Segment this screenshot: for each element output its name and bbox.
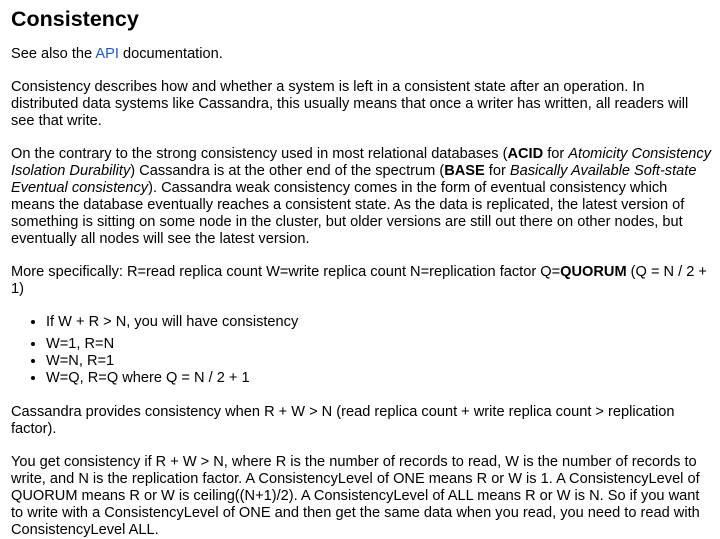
base-for-text: for xyxy=(484,163,510,179)
base-expansion: Basically Available Soft-state Eventual consistency xyxy=(11,163,697,196)
acid-base-paragraph xyxy=(11,146,712,248)
acid-expansion: Atomicity Consistency Isolation Durability xyxy=(11,146,712,179)
list-item: • W=1, R=N xyxy=(46,336,712,353)
eventual-consistency-text: ). Cassandra weak consistency comes in the form of eventual consistency which means the database eventually reaches a consistent state. As the data is replicated, the latest version of something is sitting on some node in the cluster, but older versions are still out there on other nodes, but eventually all nodes will see the latest version. xyxy=(11,180,685,247)
quorum-formula: (Q = N / 2 + 1) xyxy=(11,264,707,297)
consistency-definition-paragraph: Consistency describes how and whether a system is left in a consistent state after an operation. In distributed data systems like Cassandra, this usually means that once a writer has written, all readers will see that write. xyxy=(11,79,689,129)
list-item: • W=Q, R=Q where Q = N / 2 + 1 xyxy=(46,370,712,387)
acid-term: ACID xyxy=(507,146,544,162)
specifics-text: More specifically: R=read replica count W=write replica count N=replication factor Q= xyxy=(11,264,561,280)
see-also-suffix: documentation. xyxy=(118,46,223,62)
specifics-paragraph xyxy=(11,264,712,298)
see-also-prefix: See also the xyxy=(11,46,96,62)
base-intro-text: ) Cassandra is at the other end of the spectrum ( xyxy=(130,163,445,179)
quorum-term: QUORUM xyxy=(560,264,627,280)
see-also-paragraph xyxy=(11,46,712,63)
list-item: • If W + R > N, you will have consistency xyxy=(46,314,712,331)
acid-for-text: for xyxy=(543,146,569,162)
api-link[interactable]: API xyxy=(95,46,119,62)
acid-intro-text: On the contrary to the strong consistency used in most relational databases ( xyxy=(11,146,508,162)
consistency-condition-paragraph: Cassandra provides consistency when R + W > N (read replica count + write replica count > replication factor). xyxy=(11,404,675,437)
list-item: • W=N, R=1 xyxy=(46,353,712,370)
consistency-rules-list xyxy=(11,314,712,387)
base-term: BASE xyxy=(444,163,485,179)
page-title: Consistency xyxy=(11,7,139,31)
consistency-level-paragraph: You get consistency if R + W > N, where R is the number of records to read, W is the number of records to write, and N is the replication factor. A ConsistencyLevel of ONE means R or W is 1. A ConsistencyLevel of QUORUM means R or W is ceiling((N+1)/2). A ConsistencyLevel of ALL means R or W is N. So if you want to write with a ConsistencyLevel of ONE and then get the same data when you read, you need to read with ConsistencyLevel ALL. xyxy=(11,454,700,538)
